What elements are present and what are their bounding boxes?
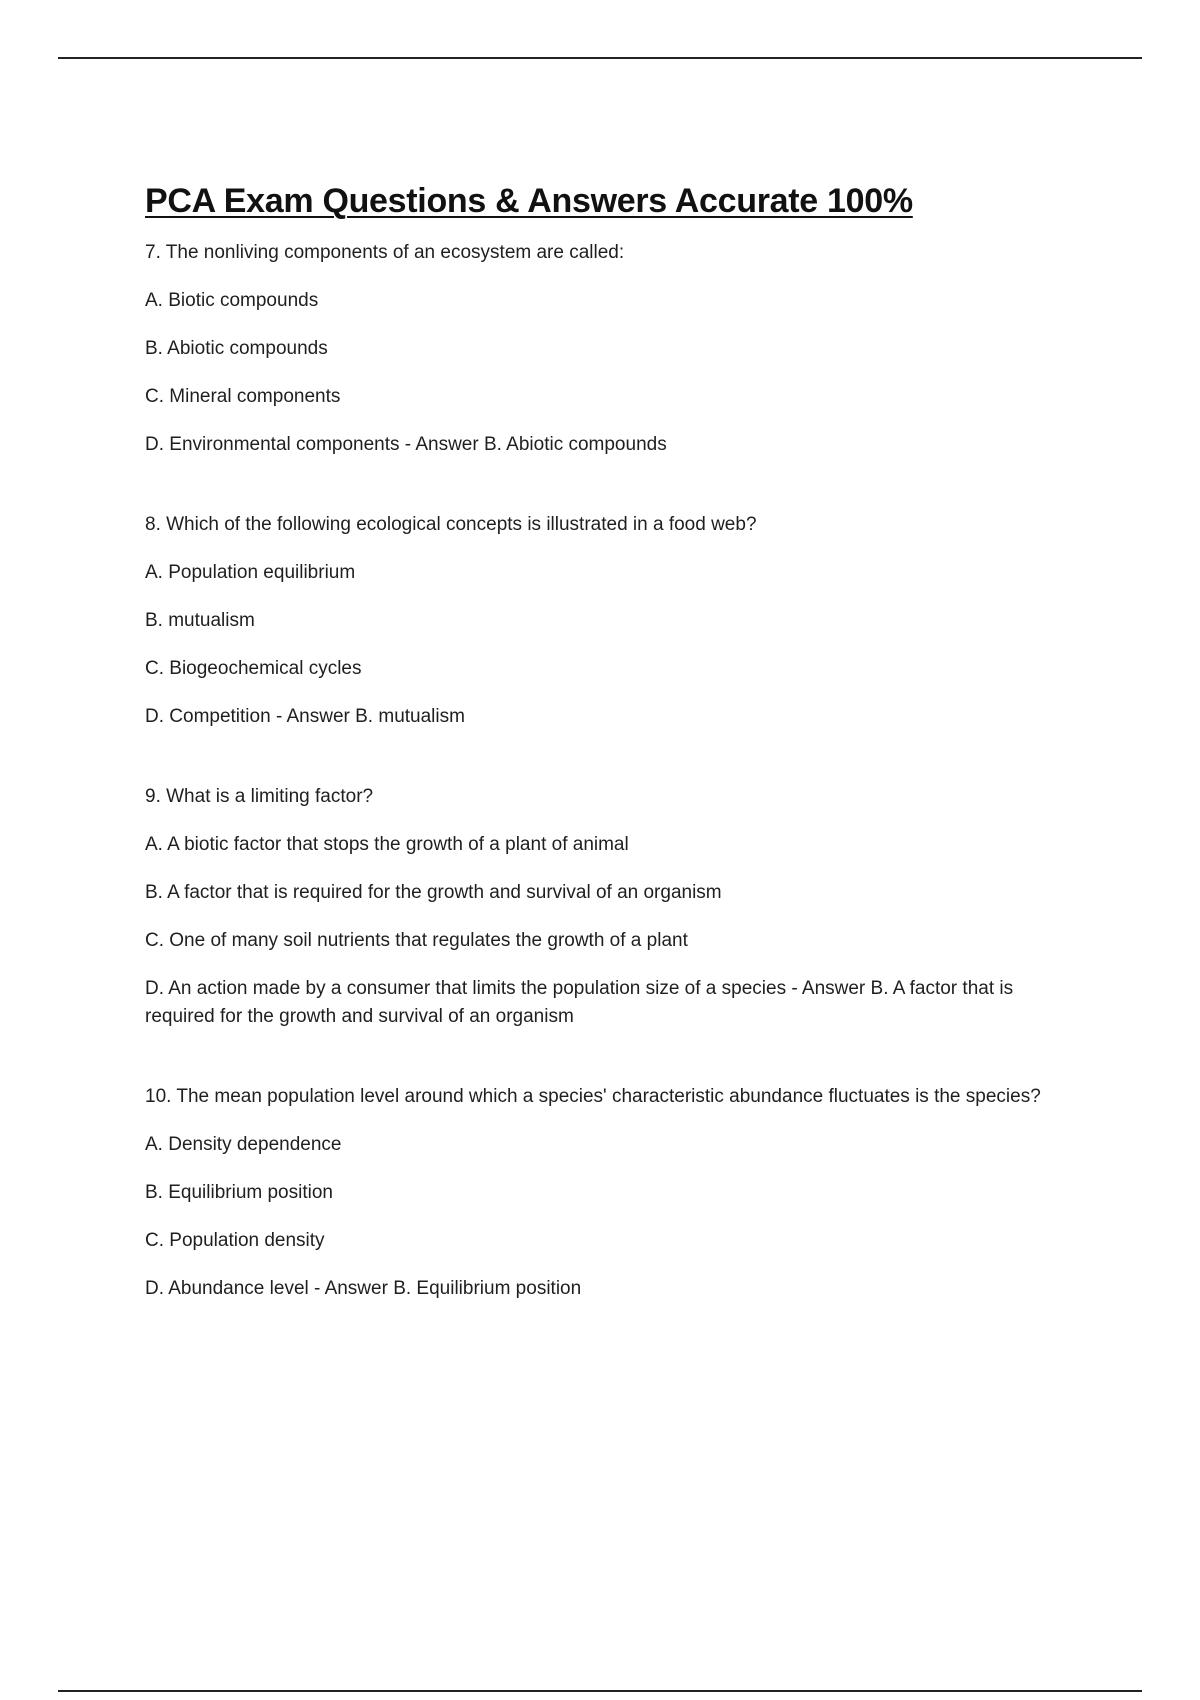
footer-rule (58, 1690, 1142, 1692)
option-c: C. Population density (145, 1230, 325, 1251)
question-stem: 7. The nonliving components of an ecosystem are called: (145, 242, 625, 263)
question-stem: 8. Which of the following ecological concepts is illustrated in a food web? (145, 514, 757, 535)
question-9 (145, 783, 1085, 1031)
question-10 (145, 1083, 1085, 1303)
option-d-with-answer: D. Environmental components - Answer B. Abiotic compounds (145, 434, 667, 455)
option-c: C. Mineral components (145, 386, 341, 407)
question-7 (145, 239, 1085, 459)
question-8 (145, 511, 1085, 731)
option-a: A. Population equilibrium (145, 562, 356, 583)
option-b: B. A factor that is required for the growth and survival of an organism (145, 882, 722, 903)
option-a: A. A biotic factor that stops the growth of a plant of animal (145, 834, 629, 855)
option-a: A. Density dependence (145, 1134, 342, 1155)
option-c: C. One of many soil nutrients that regulates the growth of a plant (145, 930, 688, 951)
option-d-with-answer: D. Abundance level - Answer B. Equilibrium position (145, 1278, 582, 1299)
header-rule (58, 57, 1142, 59)
option-a: A. Biotic compounds (145, 290, 319, 311)
option-d-with-answer: D. An action made by a consumer that limits the population size of a species - Answer B. A factor that is required for the growth and survival of an organism (145, 978, 1014, 1027)
question-stem: 9. What is a limiting factor? (145, 786, 374, 807)
option-d-with-answer: D. Competition - Answer B. mutualism (145, 706, 465, 727)
document-body (145, 178, 1085, 1355)
option-b: B. Equilibrium position (145, 1182, 333, 1203)
option-c: C. Biogeochemical cycles (145, 658, 362, 679)
document-title: PCA Exam Questions & Answers Accurate 100% (145, 182, 913, 220)
question-stem: 10. The mean population level around which a species' characteristic abundance fluctuates is the species? (145, 1086, 1041, 1107)
option-b: B. mutualism (145, 610, 255, 631)
option-b: B. Abiotic compounds (145, 338, 328, 359)
